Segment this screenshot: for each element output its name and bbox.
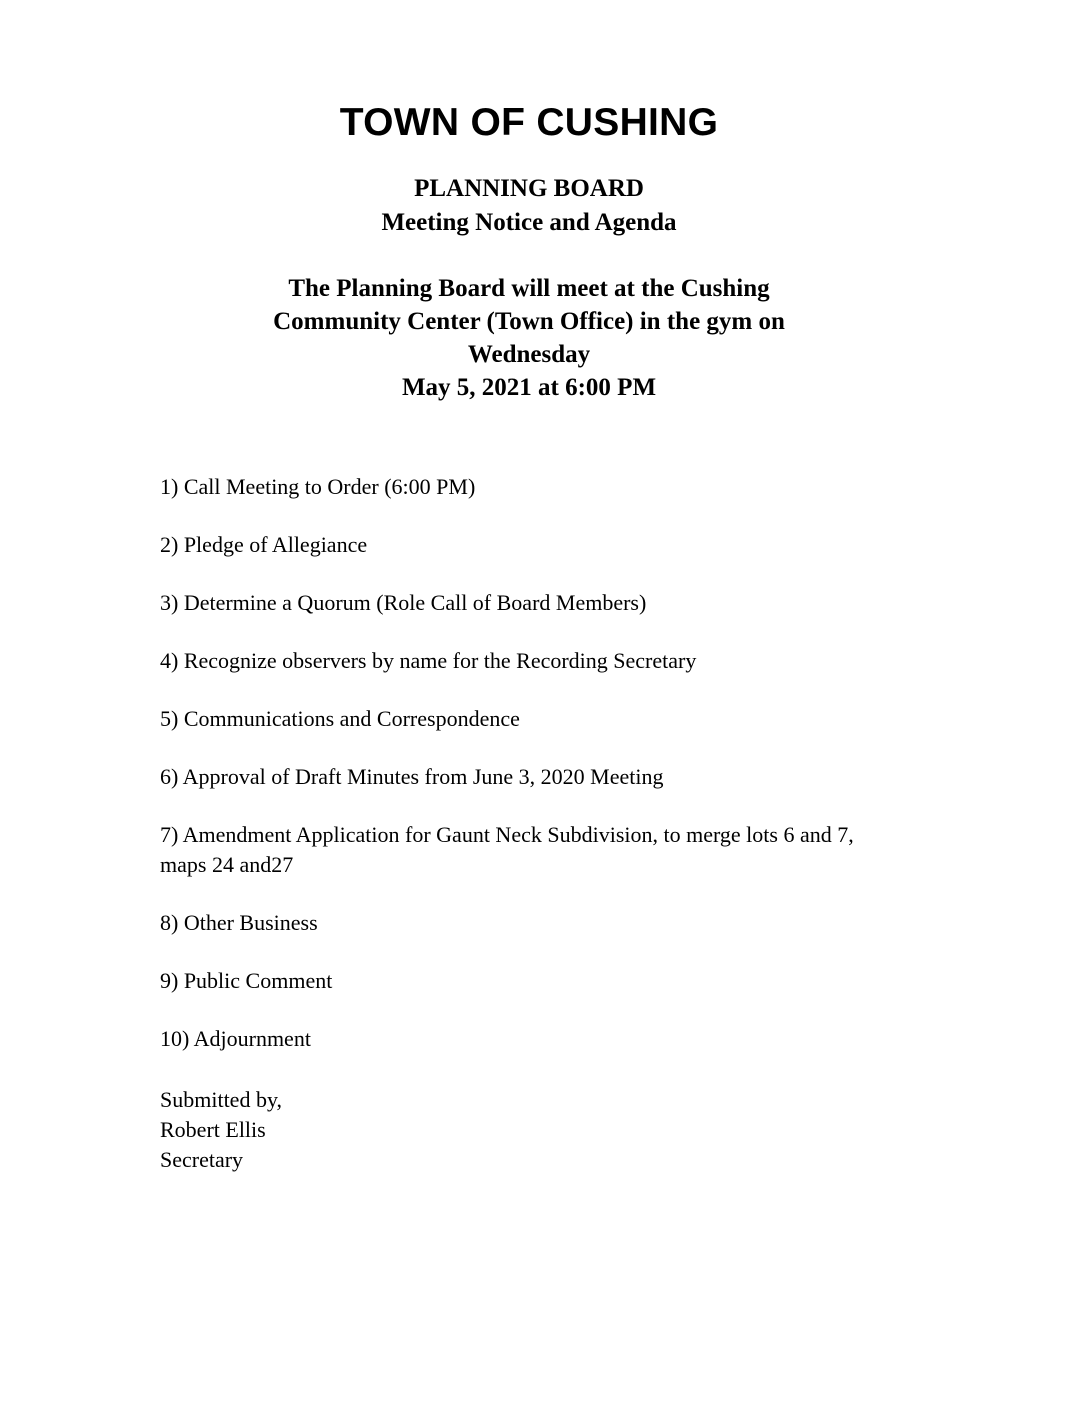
agenda-item: 5) Communications and Correspondence	[160, 706, 520, 731]
agenda-item: 4) Recognize observers by name for the Recording Secretary	[160, 648, 697, 673]
submitter-name: Robert Ellis	[160, 1117, 266, 1142]
meeting-date-time: May 5, 2021 at 6:00 PM	[401, 374, 657, 401]
page-title: TOWN OF CUSHING	[339, 101, 719, 144]
notice-heading: Meeting Notice and Agenda	[381, 209, 677, 236]
signature-block	[160, 1085, 282, 1175]
board-heading: PLANNING BOARD	[414, 175, 644, 202]
agenda-item: 6) Approval of Draft Minutes from June 3, 2020 Meeting	[160, 764, 664, 789]
agenda-item: 7) Amendment Application for Gaunt Neck Subdivision, to merge lots 6 and 7, maps 24 and27	[160, 822, 854, 877]
agenda-item: 2) Pledge of Allegiance	[160, 532, 368, 557]
agenda-item: 8) Other Business	[160, 910, 318, 935]
agenda-item: 9) Public Comment	[160, 968, 333, 993]
agenda-item: 3) Determine a Quorum (Role Call of Board Members)	[160, 590, 647, 615]
submitter-role: Secretary	[160, 1147, 244, 1172]
agenda-item: 10) Adjournment	[160, 1026, 311, 1051]
submitted-by-label: Submitted by,	[160, 1087, 283, 1112]
venue-line: Community Center (Town Office) in the gym on	[273, 308, 785, 335]
venue-line: Wednesday	[467, 341, 591, 368]
agenda-list	[160, 472, 960, 1082]
meeting-venue	[0, 272, 1058, 404]
agenda-item: 1) Call Meeting to Order (6:00 PM)	[160, 474, 476, 499]
venue-line: The Planning Board will meet at the Cushing	[288, 275, 770, 302]
